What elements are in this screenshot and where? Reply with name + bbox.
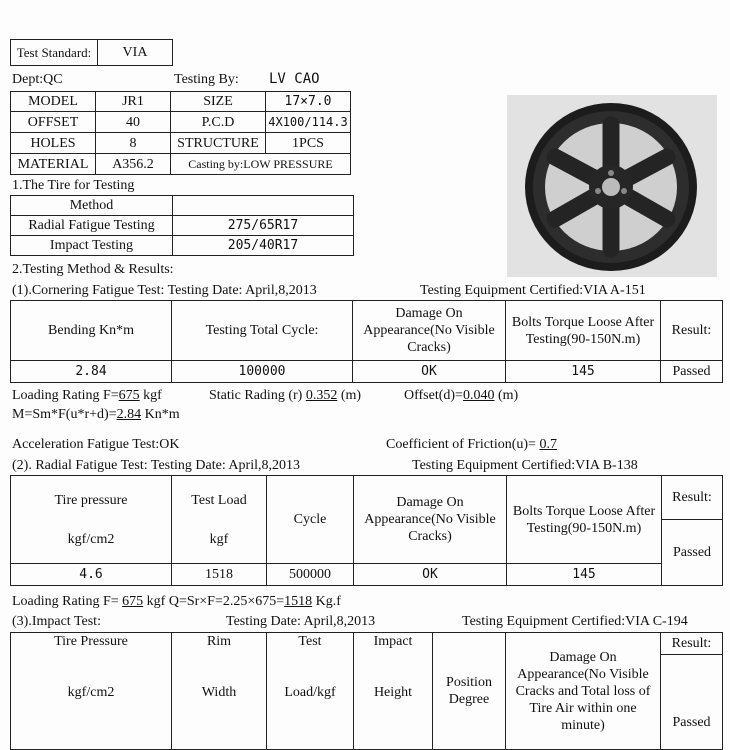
radial-bolts-header: Bolts Torque Loose After Testing(90-150N.m) bbox=[507, 476, 662, 564]
impact-date: Testing Date: April,8,2013 bbox=[226, 614, 376, 629]
radial-equipment: Testing Equipment Certified:VIA B-138 bbox=[412, 458, 638, 473]
radial-tire-size: 275/65R17 bbox=[173, 216, 354, 236]
radial-testing-label: Radial Fatigue Testing bbox=[11, 216, 173, 236]
holes-label: HOLES bbox=[11, 133, 96, 154]
radial-cycle-value: 500000 bbox=[267, 564, 354, 586]
structure-label: STRUCTURE bbox=[171, 133, 266, 154]
test-standard-label: Test Standard: bbox=[11, 40, 98, 66]
radial-tire-pressure-header: Tire pressure kgf/cm2 bbox=[11, 476, 172, 564]
impact-tire-size: 205/40R17 bbox=[173, 236, 354, 256]
radial-bolts-value: 145 bbox=[507, 564, 662, 586]
dept-label: Dept:QC bbox=[12, 72, 63, 87]
impact-tire-pressure-header: Tire Pressure kgf/cm2 bbox=[11, 633, 172, 750]
structure-value: 1PCS bbox=[266, 133, 351, 154]
radial-damage-header: Damage On Appearance(No Visible Cracks) bbox=[354, 476, 507, 564]
offset-line: Offset(d)=0.040 (m) bbox=[404, 388, 519, 403]
testing-by-value: LV CAO bbox=[269, 71, 320, 87]
cornering-table bbox=[10, 300, 723, 383]
radial-pressure-value: 4.6 bbox=[11, 564, 172, 586]
tire-table bbox=[10, 195, 354, 256]
impact-rim-header: Rim Width bbox=[172, 633, 267, 750]
total-cycle-value: 100000 bbox=[172, 361, 353, 383]
method-label: Method bbox=[11, 196, 173, 216]
material-value: A356.2 bbox=[96, 154, 171, 175]
pcd-label: P.C.D bbox=[171, 112, 266, 133]
acceleration-text: Acceleration Fatigue Test:OK bbox=[12, 437, 180, 452]
impact-title: (3).Impact Test: bbox=[12, 614, 101, 629]
wheel-photo bbox=[507, 95, 717, 277]
cornering-title: (1).Cornering Fatigue Test: Testing Date: April,8,2013 bbox=[12, 283, 317, 298]
radial-test-load-header: Test Load kgf bbox=[172, 476, 267, 564]
size-value: 17×7.0 bbox=[266, 92, 351, 112]
static-rading-line: Static Rading (r) 0.352 (m) bbox=[209, 388, 362, 403]
impact-result-value: Passed bbox=[661, 655, 723, 750]
impact-test-header: Test Load/kgf bbox=[267, 633, 354, 750]
impact-equipment: Testing Equipment Certified:VIA C-194 bbox=[462, 614, 688, 629]
radial-damage-value: OK bbox=[354, 564, 507, 586]
radial-load-value: 1518 bbox=[172, 564, 267, 586]
result-value: Passed bbox=[661, 361, 723, 383]
pcd-value: 4X100/114.3 bbox=[266, 112, 351, 133]
radial-cycle-header: Cycle bbox=[267, 476, 354, 564]
moment-line: M=Sm*F(u*r+d)=2.84 Kn*m bbox=[12, 407, 180, 422]
bending-value: 2.84 bbox=[11, 361, 172, 383]
casting-info: Casting by:LOW PRESSURE bbox=[171, 154, 351, 175]
result-header: Result: bbox=[661, 301, 723, 361]
model-label: MODEL bbox=[11, 92, 96, 112]
model-value: JR1 bbox=[96, 92, 171, 112]
offset-label: OFFSET bbox=[11, 112, 96, 133]
radial-loading-line: Loading Rating F= 675 kgf Q=Sr×F=2.25×675=1518 Kg.f bbox=[12, 594, 341, 609]
wheel-icon bbox=[507, 95, 717, 277]
impact-position-header: Position Degree bbox=[433, 633, 506, 750]
impact-testing-label: Impact Testing bbox=[11, 236, 173, 256]
damage-header: Damage On Appearance(No Visible Cracks) bbox=[353, 301, 506, 361]
bolts-value: 145 bbox=[506, 361, 661, 383]
offset-value: 40 bbox=[96, 112, 171, 133]
testing-by-label: Testing By: bbox=[174, 72, 239, 87]
friction-line: Coefficient of Friction(u)= 0.7 bbox=[386, 437, 557, 452]
material-label: MATERIAL bbox=[11, 154, 96, 175]
radial-table bbox=[10, 475, 723, 586]
test-standard-value: VIA bbox=[98, 40, 173, 66]
loading-rating-line: Loading Rating F=675 kgf bbox=[12, 388, 162, 403]
section2-heading: 2.Testing Method & Results: bbox=[12, 262, 174, 277]
test-standard-table bbox=[10, 39, 173, 66]
holes-value: 8 bbox=[96, 133, 171, 154]
radial-result-value: Passed bbox=[662, 520, 723, 586]
impact-table bbox=[10, 632, 723, 750]
total-cycle-header: Testing Total Cycle: bbox=[172, 301, 353, 361]
size-label: SIZE bbox=[171, 92, 266, 112]
radial-result-header: Result: bbox=[662, 476, 723, 520]
impact-height-header: Impact Height bbox=[354, 633, 433, 750]
specs-table bbox=[10, 91, 351, 175]
impact-result-header: Result: bbox=[661, 633, 723, 655]
cornering-equipment: Testing Equipment Certified:VIA A-151 bbox=[420, 283, 646, 298]
bending-header: Bending Kn*m bbox=[11, 301, 172, 361]
radial-title: (2). Radial Fatigue Test: Testing Date: April,8,2013 bbox=[12, 458, 300, 473]
bolts-header: Bolts Torque Loose After Testing(90-150N.m) bbox=[506, 301, 661, 361]
tire-heading: 1.The Tire for Testing bbox=[12, 178, 135, 193]
impact-damage-header: Damage On Appearance(No Visible Cracks and Total loss of Tire Air within one minute) bbox=[506, 633, 661, 750]
damage-value: OK bbox=[353, 361, 506, 383]
